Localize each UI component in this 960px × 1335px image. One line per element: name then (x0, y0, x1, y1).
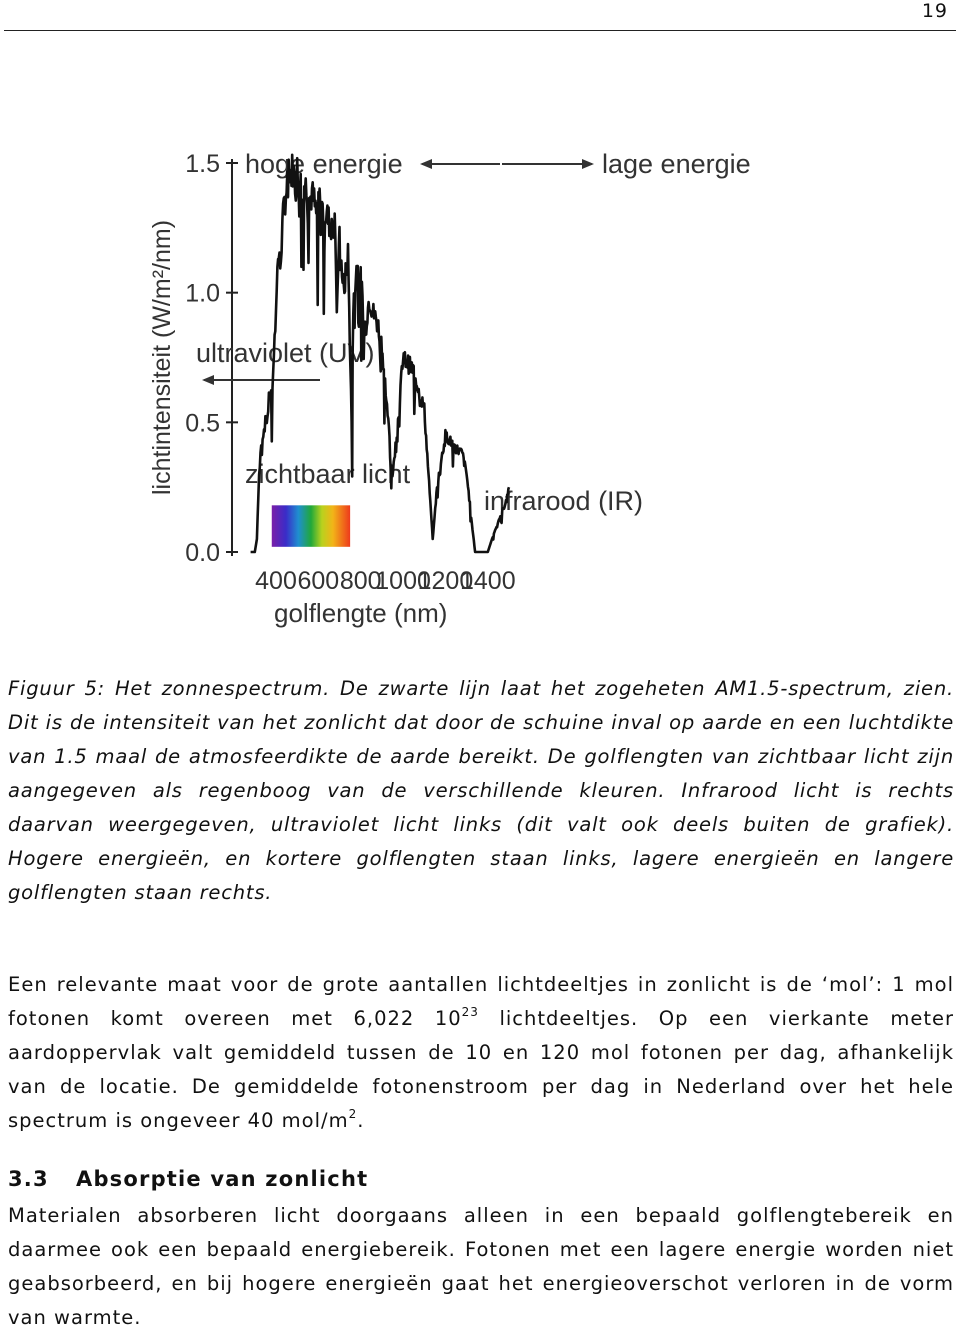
x-tick-label: 1400 (459, 567, 516, 595)
y-tick-label: 0.0 (185, 539, 220, 567)
paragraph-mol-text-a: Een relevante maat voor de grote aantallen lichtdeeltjes in zonlicht is de ‘mol’: 1 mol fotonen komt overeen met 6,022 10 (8, 973, 954, 1030)
section-number: 3.3 (8, 1167, 49, 1191)
section-heading (8, 1162, 368, 1196)
y-tick-label: 0.5 (185, 409, 220, 438)
exponent-23: 23 (461, 1005, 479, 1019)
x-tick-label: 1200 (417, 567, 474, 595)
page-number: 19 (921, 0, 948, 22)
header-rule (4, 30, 956, 31)
paragraph-mol-text-b: lichtdeeltjes. Op een vierkante meter aardoppervlak valt gemiddeld tussen de 10 en 120 mol fotonen per dag, afhankelijk van de locatie. De gemiddelde fotonenstroom per dag in Nederland over het hele spectrum is ongeveer 40 mol/m (8, 1007, 954, 1132)
x-tick-label: 400 (255, 567, 297, 595)
paragraph-mol (8, 968, 954, 1138)
x-tick-label: 800 (339, 567, 382, 595)
figure-caption: Figuur 5: Het zonnespectrum. De zwarte lijn laat het zogeheten AM1.5-spectrum, zien. Dit is de intensiteit van het zonlicht dat door de schuine inval op aarde en een luchtdikte van 1.5 maal de atmosfeerdikte de aarde bereikt. De golflengten van zichtbaar licht zijn aangegeven als regenboog van de verschillende kleuren. Infrarood licht is rechts daarvan weergegeven, ultraviolet licht links (dit valt ook deels buiten de grafiek). Hogere energieën, en kortere golflengten staan links, lagere energieën en langere golflengten staan rechts. (8, 677, 954, 904)
uv-label: ultraviolet (UV) (196, 338, 375, 368)
visible-light-band (272, 505, 350, 546)
high-energy-label: hoge energie (245, 149, 403, 179)
exponent-2: 2 (348, 1107, 358, 1121)
paragraph-mol-text-c: . (357, 1109, 365, 1132)
section-title: Absorptie van zonlicht (76, 1167, 369, 1191)
y-tick-label: 1.5 (185, 150, 220, 178)
x-tick-label: 600 (297, 567, 340, 595)
paragraph-absorption: Materialen absorberen licht doorgaans alleen in een bepaald golflengtebereik en daarmee ook een bepaald energiebereik. Fotonen met een lagere energie worden niet geabsorbeerd, en bij hogere energieën gaat het energieoverschot verloren in de vorm van warmte. (8, 1204, 954, 1329)
visible-light-label: zichtbaar licht (245, 459, 411, 489)
y-axis-title: lichtintensiteit (W/m²/nm) (148, 219, 176, 496)
solar-spectrum-chart (130, 118, 820, 658)
infrared-label: infrarood (IR) (484, 486, 644, 516)
low-energy-label: lage energie (602, 149, 751, 179)
x-tick-label: 1000 (375, 567, 431, 595)
x-axis-title: golflengte (nm) (274, 598, 448, 628)
y-tick-label: 1.0 (185, 279, 220, 308)
solar-spectrum-figure (130, 118, 820, 658)
